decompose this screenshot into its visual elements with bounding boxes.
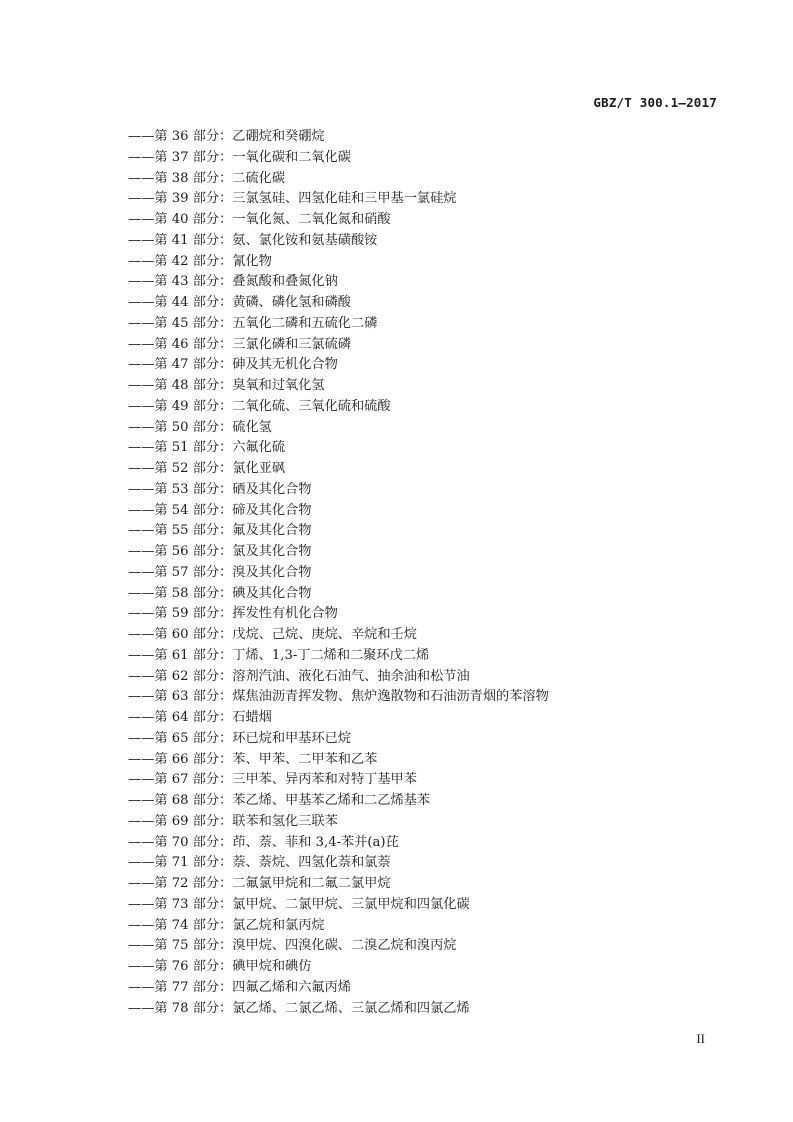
list-item [128, 210, 748, 231]
part-number: ——第 44 部分： [128, 295, 233, 310]
part-number: ——第 62 部分： [128, 668, 233, 684]
part-title: 氯化亚砜 [232, 461, 286, 476]
part-title: 二氧化硫、三氧化硫和硫酸 [232, 398, 391, 414]
part-number: ——第 74 部分： [128, 917, 233, 933]
list-item [128, 957, 748, 978]
list-item [128, 480, 748, 501]
list-item [128, 293, 748, 314]
part-title: 氯乙烷和氯丙烷 [232, 917, 325, 933]
part-number: ——第 43 部分： [128, 274, 233, 290]
part-number: ——第 61 部分： [128, 647, 233, 663]
list-item [128, 231, 748, 252]
list-item [128, 687, 748, 708]
list-item [128, 936, 748, 957]
list-item [128, 272, 748, 293]
list-item [128, 314, 748, 335]
list-item [128, 376, 748, 397]
part-title: 黄磷、磷化氢和磷酸 [232, 295, 351, 310]
list-item [128, 542, 748, 563]
list-item [128, 604, 748, 625]
part-number: ——第 67 部分： [128, 772, 233, 788]
part-number: ——第 52 部分： [128, 461, 233, 476]
part-title: 三氯化磷和三氯硫磷 [232, 336, 351, 352]
part-number: ——第 75 部分： [128, 938, 233, 954]
list-item [128, 563, 748, 584]
part-title: 环已烷和甲基环已烷 [232, 730, 351, 746]
part-number: ——第 45 部分： [128, 315, 233, 331]
part-number: ——第 60 部分： [128, 627, 233, 642]
list-item [128, 770, 748, 791]
page-number: II [696, 1031, 705, 1046]
list-item [128, 438, 748, 459]
part-title: 氟及其化合物 [232, 523, 312, 539]
part-title: 氯甲烷、二氯甲烷、三氯甲烷和四氯化碳 [232, 896, 470, 912]
part-title: 臭氧和过氧化氢 [232, 378, 325, 393]
part-number: ——第 40 部分： [128, 212, 233, 227]
part-title: 联苯和氢化三联苯 [232, 813, 338, 829]
part-number: ——第 49 部分： [128, 398, 233, 414]
part-title: 六氟化硫 [232, 440, 286, 456]
part-title: 碲及其化合物 [232, 502, 312, 518]
part-title: 三氯氢硅、四氢化硅和三甲基一氯硅烷 [232, 191, 457, 207]
part-number: ——第 64 部分： [128, 710, 233, 725]
list-item [128, 833, 748, 854]
part-title: 溶剂汽油、液化石油气、抽余油和松节油 [232, 668, 470, 684]
part-title: 乙硼烷和癸硼烷 [232, 129, 325, 144]
part-title: 二硫化碳 [232, 170, 286, 186]
part-number: ——第 57 部分： [128, 564, 233, 580]
part-number: ——第 46 部分： [128, 336, 233, 352]
part-number: ——第 48 部分： [128, 378, 233, 393]
part-number: ——第 58 部分： [128, 585, 233, 601]
list-item [128, 418, 748, 439]
part-number: ——第 51 部分： [128, 440, 233, 456]
part-title: 三甲苯、异丙苯和对特丁基甲苯 [232, 772, 417, 788]
list-item [128, 501, 748, 522]
part-title: 丁烯、1,3-丁二烯和二聚环戊二烯 [232, 647, 430, 663]
list-item [128, 335, 748, 356]
part-title: 溴甲烷、四溴化碳、二溴乙烷和溴丙烷 [232, 938, 457, 954]
part-number: ——第 68 部分： [128, 793, 233, 808]
part-number: ——第 72 部分： [128, 876, 233, 891]
part-title: 五氧化二磷和五硫化二磷 [232, 315, 378, 331]
part-title: 氨、氯化铵和氨基磺酸铵 [232, 232, 378, 248]
list-item [128, 459, 748, 480]
part-number: ——第 65 部分： [128, 730, 233, 746]
part-number: ——第 36 部分： [128, 129, 233, 144]
part-number: ——第 71 部分： [128, 855, 233, 871]
part-number: ——第 39 部分： [128, 191, 233, 207]
list-item [128, 708, 748, 729]
list-item [128, 252, 748, 273]
part-title: 煤焦油沥青挥发物、焦炉逸散物和石油沥青烟的苯溶物 [232, 689, 549, 705]
list-item [128, 667, 748, 688]
standard-code: GBZ/T 300.1—2017 [593, 95, 717, 110]
list-item [128, 791, 748, 812]
part-title: 四氟乙烯和六氟丙烯 [232, 979, 351, 995]
part-number: ——第 53 部分： [128, 481, 233, 497]
part-title: 茚、萘、菲和 3,4-苯并(a)芘 [232, 834, 399, 850]
list-item [128, 999, 748, 1020]
list-item [128, 521, 748, 542]
list-item [128, 355, 748, 376]
part-number: ——第 76 部分： [128, 959, 233, 974]
part-title: 碘及其化合物 [232, 585, 312, 601]
list-item [128, 646, 748, 667]
part-number: ——第 38 部分： [128, 170, 233, 186]
list-item [128, 148, 748, 169]
part-number: ——第 56 部分： [128, 544, 233, 559]
part-title: 挥发性有机化合物 [232, 606, 338, 622]
list-item [128, 916, 748, 937]
list-item [128, 397, 748, 418]
part-number: ——第 63 部分： [128, 689, 233, 705]
list-item [128, 729, 748, 750]
part-number: ——第 55 部分： [128, 523, 233, 539]
part-number: ——第 69 部分： [128, 813, 233, 829]
list-item [128, 750, 748, 771]
list-item [128, 169, 748, 190]
part-number: ——第 41 部分： [128, 232, 233, 248]
part-number: ——第 70 部分： [128, 834, 233, 850]
list-item [128, 584, 748, 605]
part-title: 苯乙烯、甲基苯乙烯和二乙烯基苯 [232, 793, 431, 808]
part-title: 石蜡烟 [232, 710, 272, 725]
part-title: 氯及其化合物 [232, 544, 312, 559]
part-title: 二氟氯甲烷和二氟二氯甲烷 [232, 876, 391, 891]
part-number: ——第 73 部分： [128, 896, 233, 912]
part-title: 氯乙烯、二氯乙烯、三氯乙烯和四氯乙烯 [232, 1000, 470, 1016]
part-title: 一氧化氮、二氧化氮和硝酸 [232, 212, 391, 227]
part-number: ——第 66 部分： [128, 751, 233, 767]
list-item [128, 625, 748, 646]
parts-list [128, 127, 748, 1019]
part-title: 氰化物 [232, 253, 272, 269]
part-title: 叠氮酸和叠氮化钠 [232, 274, 338, 290]
part-title: 硫化氢 [232, 419, 272, 435]
part-title: 碘甲烷和碘仿 [232, 959, 312, 974]
part-number: ——第 54 部分： [128, 502, 233, 518]
part-number: ——第 78 部分： [128, 1000, 233, 1016]
part-number: ——第 77 部分： [128, 979, 233, 995]
part-number: ——第 37 部分： [128, 149, 233, 165]
list-item [128, 978, 748, 999]
list-item [128, 127, 748, 148]
part-number: ——第 42 部分： [128, 253, 233, 269]
list-item [128, 812, 748, 833]
list-item [128, 874, 748, 895]
part-title: 苯、甲苯、二甲苯和乙苯 [232, 751, 378, 767]
list-item [128, 895, 748, 916]
part-number: ——第 50 部分： [128, 419, 233, 435]
list-item [128, 853, 748, 874]
part-number: ——第 59 部分： [128, 606, 233, 622]
part-title: 硒及其化合物 [232, 481, 312, 497]
part-title: 萘、萘烷、四氢化萘和氯萘 [232, 855, 391, 871]
part-title: 溴及其化合物 [232, 564, 312, 580]
list-item [128, 189, 748, 210]
part-title: 一氧化碳和二氧化碳 [232, 149, 351, 165]
part-title: 砷及其无机化合物 [232, 357, 338, 373]
part-title: 戊烷、己烷、庚烷、辛烷和壬烷 [232, 627, 417, 642]
part-number: ——第 47 部分： [128, 357, 233, 373]
